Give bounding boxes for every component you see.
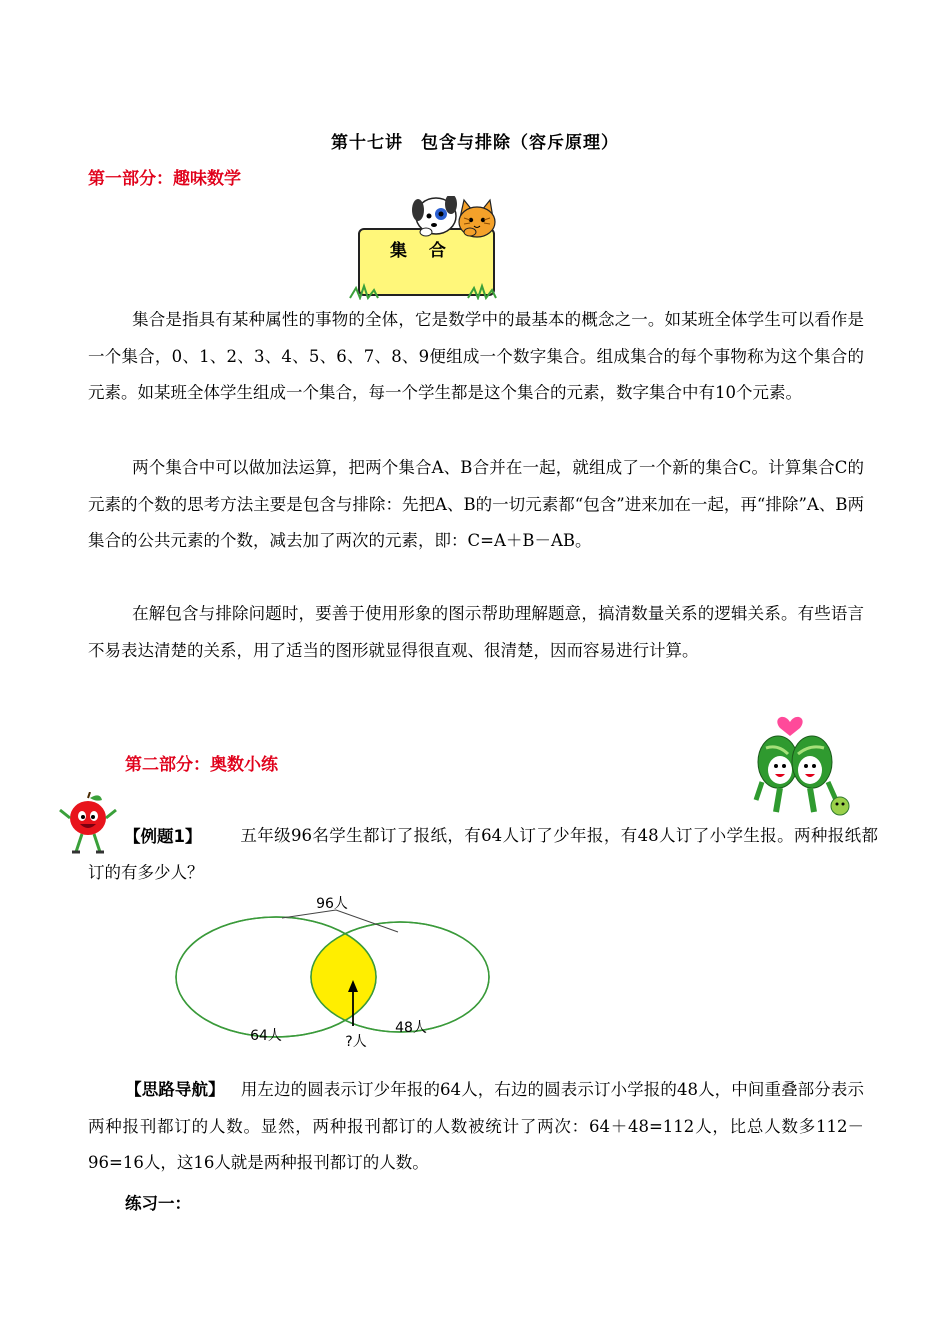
example-1-label: 【例题1】 [124,827,202,846]
example-1-text: 五年级96名学生都订了报纸，有64人订了少年报，有48人订了小学生报。两种报纸都订的有多少人？ [88,826,878,882]
venn-total-label: 96人 [316,896,348,912]
venn-left-label: 64人 [250,1028,282,1044]
section-heading-part2: 第二部分：奥数小练 [125,755,278,775]
example-1-body [88,818,878,891]
watermelon-characters-illustration [740,704,865,822]
page-title: 第十七讲 包含与排除（容斥原理） [331,133,619,153]
guide-paragraph [88,1072,864,1182]
paragraph-3 [88,596,864,669]
guide-label: 【思路导航】 [125,1080,225,1099]
paragraph-1-text: 集合是指具有某种属性的事物的全体，它是数学中的最基本的概念之一。如某班全体学生可以看作是一个集合，0、1、2、3、4、5、6、7、8、9便组成一个数字集合。组成集合的每个事物称为这个集合的元素。如某班全体学生组成一个集合，每一个学生都是这个集合的元素，数字集合中有10个元素。 [88,310,864,402]
venn-diagram [170,888,500,1054]
paragraph-2-text: 两个集合中可以做加法运算，把两个集合A、B合并在一起，就组成了一个新的集合C。计算集合C的元素的个数的思考方法主要是包含与排除：先把A、B的一切元素都“包含”进来加在一起，再“排除”A、B两集合的公共元素的个数，减去加了两次的元素，即：C=A＋B－AB。 [88,458,864,550]
paragraph-1 [88,302,864,412]
collection-badge [348,196,498,300]
paragraph-3-text: 在解包含与排除问题时，要善于使用形象的图示帮助理解题意，搞清数量关系的逻辑关系。有些语言不易表达清楚的关系，用了适当的图形就显得很直观、很清楚，因而容易进行计算。 [88,604,864,660]
badge-label: 集 合 [390,241,454,261]
section-heading-part1: 第一部分：趣味数学 [88,169,241,189]
venn-total-bracket [282,910,398,932]
practice-label: 练习一： [125,1194,191,1213]
venn-overlap-label: ?人 [345,1034,367,1050]
guide-text: 用左边的圆表示订少年报的64人，右边的圆表示订小学报的48人，中间重叠部分表示两种报刊都订的人数。显然，两种报刊都订的人数被统计了两次：64＋48=112人，比总人数多112－96=16人，这16人就是两种报刊都订的人数。 [88,1080,864,1172]
venn-right-label: 48人 [395,1020,427,1036]
paragraph-2 [88,450,864,560]
